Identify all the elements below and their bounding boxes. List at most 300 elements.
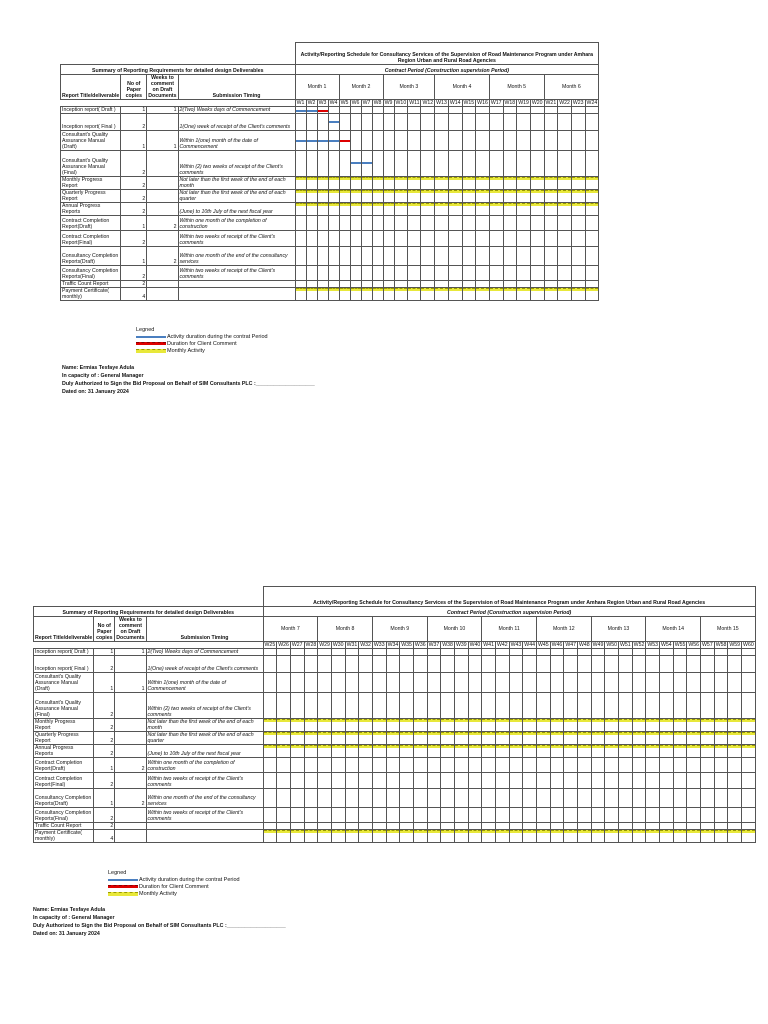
monthly-activity-mark (264, 745, 277, 748)
schedule-cell (318, 745, 332, 758)
schedule-cell (558, 190, 572, 203)
schedule-cell (350, 266, 361, 281)
schedule-cell (509, 656, 523, 673)
schedule-cell (435, 177, 449, 190)
schedule-cell (673, 719, 687, 732)
monthly-activity-mark (586, 203, 599, 206)
copies-cell: 2 (121, 281, 147, 288)
week-header: W16 (477, 100, 488, 106)
copies-cell: 1 (94, 758, 115, 773)
schedule-cell (339, 216, 350, 231)
schedule-cell (605, 745, 619, 758)
schedule-cell (462, 131, 476, 151)
schedule-cell (632, 673, 646, 693)
week-header: W38 (442, 642, 453, 648)
schedule-cell (435, 190, 449, 203)
schedule-cell (386, 773, 400, 789)
schedule-cell (339, 288, 350, 301)
schedule-cell (660, 745, 674, 758)
schedule-cell (701, 773, 715, 789)
week-row (61, 100, 599, 107)
schedule-cell (585, 114, 599, 131)
schedule-cell (619, 656, 633, 673)
schedule-cell (571, 266, 585, 281)
schedule-cell (468, 773, 482, 789)
schedule-cell (441, 719, 455, 732)
monthly-activity-mark (346, 732, 359, 735)
schedule-cell (577, 649, 591, 656)
legend-activity: Activity duration during the contrat Period (108, 876, 240, 883)
schedule-cell (591, 745, 605, 758)
monthly-activity-mark (449, 190, 462, 193)
schedule-cell (421, 190, 435, 203)
schedule-cell (372, 673, 386, 693)
schedule-cell (350, 177, 361, 190)
monthly-activity-mark (373, 719, 386, 722)
schedule-cell (277, 745, 291, 758)
month-header: Month 8 (318, 617, 373, 642)
copies-cell: 2 (94, 808, 115, 823)
monthly-activity-mark (400, 745, 413, 748)
schedule-cell (304, 673, 318, 693)
report-title-cell: Traffic Count Report (34, 823, 94, 830)
week-header: W50 (606, 642, 617, 648)
monthly-activity-mark (469, 745, 482, 748)
schedule-cell (701, 693, 715, 719)
schedule-cell (318, 773, 332, 789)
monthly-activity-mark (701, 830, 714, 833)
schedule-cell (742, 808, 756, 823)
schedule-cell (495, 719, 509, 732)
schedule-cell (317, 266, 328, 281)
schedule-cell (632, 693, 646, 719)
monthly-activity-mark (435, 177, 448, 180)
schedule-cell (361, 131, 372, 151)
schedule-cell (476, 288, 490, 301)
weeks-cell (147, 114, 178, 131)
schedule-cell (558, 231, 572, 247)
schedule-cell (394, 107, 408, 114)
schedule-cell (345, 773, 359, 789)
schedule-cell (605, 693, 619, 719)
monthly-activity-mark (291, 719, 304, 722)
schedule-cell (361, 107, 372, 114)
schedule-cell (536, 789, 550, 808)
schedule-cell (400, 732, 414, 745)
schedule-cell (523, 830, 537, 843)
schedule-cell (263, 789, 277, 808)
timing-cell: Not later than the first week of the end of each month (178, 177, 295, 190)
schedule-cell (530, 151, 544, 177)
schedule-cell (295, 131, 306, 151)
schedule-cell (687, 693, 701, 719)
schedule-cell (317, 288, 328, 301)
schedule-cell (435, 288, 449, 301)
monthly-activity-mark (414, 830, 427, 833)
schedule-cell (503, 177, 517, 190)
schedule-cell (536, 808, 550, 823)
schedule-cell (290, 719, 304, 732)
schedule-cell (328, 216, 339, 231)
schedule-cell (468, 732, 482, 745)
schedule-cell (350, 216, 361, 231)
schedule-cell (701, 823, 715, 830)
monthly-activity-mark (564, 745, 577, 748)
timing-cell: (June) to 10th July of the next fiscal year (146, 745, 263, 758)
schedule-cell (544, 114, 558, 131)
schedule-cell (550, 745, 564, 758)
monthly-activity-mark (307, 288, 317, 291)
schedule-cell (550, 773, 564, 789)
table-row (61, 216, 599, 231)
monthly-activity-mark (318, 719, 331, 722)
schedule-cell (564, 656, 578, 673)
schedule-cell (517, 266, 531, 281)
schedule-cell (383, 216, 394, 231)
schedule-cell (509, 649, 523, 656)
monthly-activity-mark (701, 719, 714, 722)
schedule-cell (408, 216, 421, 231)
schedule-cell (591, 773, 605, 789)
schedule-cell (509, 732, 523, 745)
schedule-cell (646, 649, 660, 656)
schedule-cell (476, 281, 490, 288)
schedule-cell (468, 789, 482, 808)
signature-block-1 (62, 364, 315, 396)
schedule-cell (503, 231, 517, 247)
schedule-cell (646, 693, 660, 719)
schedule-cell (544, 107, 558, 114)
schedule-cell (577, 732, 591, 745)
schedule-cell (304, 649, 318, 656)
timing-cell: Within (2) two weeks of receipt of the Client's comments (178, 151, 295, 177)
schedule-cell (701, 649, 715, 656)
monthly-activity-mark (400, 830, 413, 833)
schedule-cell (495, 745, 509, 758)
schedule-cell (605, 808, 619, 823)
schedule-cell (441, 808, 455, 823)
schedule-cell (394, 203, 408, 216)
schedule-cell (263, 693, 277, 719)
schedule-cell (331, 719, 345, 732)
schedule-cell (361, 281, 372, 288)
timing-cell (146, 823, 263, 830)
schedule-cell (673, 656, 687, 673)
monthly-activity-mark (523, 719, 536, 722)
monthly-activity-mark (572, 177, 585, 180)
schedule-cell (742, 773, 756, 789)
schedule-cell (728, 758, 742, 773)
monthly-activity-mark (674, 719, 687, 722)
schedule-cell (517, 131, 531, 151)
schedule-cell (619, 773, 633, 789)
table-row (34, 732, 756, 745)
schedule-cell (619, 745, 633, 758)
week-header: W11 (409, 100, 420, 106)
schedule-cell (530, 177, 544, 190)
schedule-cell (489, 177, 503, 190)
schedule-cell (421, 107, 435, 114)
schedule-cell (571, 203, 585, 216)
schedule-cell (263, 673, 277, 693)
activity-duration-bar (307, 140, 317, 142)
schedule-cell (290, 673, 304, 693)
legend-comment: Duration for Client Comment (108, 883, 240, 890)
monthly-activity-mark (572, 203, 585, 206)
schedule-cell (350, 131, 361, 151)
activity-duration-bar (329, 140, 339, 142)
schedule-cell (383, 177, 394, 190)
monthly-activity-mark (384, 190, 394, 193)
report-title-cell: Monthly Progress Report (61, 177, 121, 190)
monthly-activity-mark (545, 190, 558, 193)
monthly-activity-mark (564, 732, 577, 735)
week-header: W12 (422, 100, 434, 106)
schedule-cell (290, 823, 304, 830)
schedule-cell (372, 656, 386, 673)
monthly-activity-mark (373, 177, 383, 180)
schedule-cell (550, 649, 564, 656)
schedule-cell (454, 673, 468, 693)
weeks-cell (147, 203, 178, 216)
schedule-cell (372, 758, 386, 773)
schedule-cell (489, 216, 503, 231)
schedule-cell (728, 732, 742, 745)
monthly-activity-mark (318, 288, 328, 291)
schedule-cell (318, 830, 332, 843)
schedule-cell (714, 758, 728, 773)
monthly-activity-mark (545, 288, 558, 291)
schedule-cell (306, 107, 317, 114)
week-header: W26 (278, 642, 289, 648)
schedule-cell (530, 231, 544, 247)
schedule-cell (277, 808, 291, 823)
monthly-activity-mark (510, 745, 523, 748)
schedule-cell (550, 719, 564, 732)
subtitle-row (61, 65, 599, 75)
schedule-cell (660, 649, 674, 656)
schedule-cell (318, 789, 332, 808)
schedule-cell (400, 830, 414, 843)
schedule-cell (361, 288, 372, 301)
schedule-cell (295, 231, 306, 247)
schedule-cell (714, 808, 728, 823)
timing-cell: Within (2) two weeks of receipt of the Client's comments (146, 693, 263, 719)
schedule-cell (318, 823, 332, 830)
schedule-cell (290, 808, 304, 823)
schedule-cell (495, 789, 509, 808)
schedule-cell (462, 216, 476, 231)
monthly-activity-mark (551, 830, 564, 833)
schedule-cell (571, 216, 585, 231)
schedule-cell (509, 808, 523, 823)
copies-cell: 4 (94, 830, 115, 843)
schedule-cell (372, 823, 386, 830)
schedule-cell (476, 216, 490, 231)
week-header: W55 (674, 642, 686, 648)
monthly-activity-mark (674, 745, 687, 748)
monthly-activity-mark (545, 177, 558, 180)
signature-block-2 (33, 906, 286, 938)
timing-cell: 1(One) week of receipt of the Client's comments (146, 656, 263, 673)
schedule-cell (372, 830, 386, 843)
schedule-cell (408, 190, 421, 203)
weeks-cell: 2 (115, 758, 146, 773)
monthly-activity-mark (318, 830, 331, 833)
schedule-cell (408, 266, 421, 281)
monthly-activity-mark (510, 732, 523, 735)
schedule-cell (673, 693, 687, 719)
schedule-cell (441, 732, 455, 745)
report-title-cell: Quarterly Progress Report (61, 190, 121, 203)
weeks-cell (147, 151, 178, 177)
monthly-activity-mark (660, 830, 673, 833)
monthly-activity-mark (619, 745, 632, 748)
comment-swatch (136, 342, 166, 345)
week-header: W4 (329, 100, 338, 106)
schedule-cell (714, 823, 728, 830)
schedule-cell (263, 773, 277, 789)
schedule-cell (304, 758, 318, 773)
schedule-cell (714, 773, 728, 789)
schedule-cell (509, 789, 523, 808)
schedule-cell (427, 693, 441, 719)
schedule-cell (400, 758, 414, 773)
schedule-cell (605, 656, 619, 673)
schedule-cell (632, 745, 646, 758)
schedule-cell (701, 732, 715, 745)
monthly-activity-mark (523, 732, 536, 735)
schedule-cell (435, 151, 449, 177)
monthly-activity-mark (572, 190, 585, 193)
title-row (34, 587, 756, 607)
monthly-activity-mark (701, 732, 714, 735)
schedule-cell (328, 281, 339, 288)
client-comment-bar (340, 140, 350, 142)
schedule-cell (454, 808, 468, 823)
schedule-cell (646, 830, 660, 843)
table-row (61, 114, 599, 131)
schedule-cell (263, 758, 277, 773)
schedule-cell (530, 203, 544, 216)
week-header: W32 (360, 642, 371, 648)
schedule-cell (448, 131, 462, 151)
schedule-cell (489, 131, 503, 151)
schedule-cell (304, 745, 318, 758)
schedule-cell (577, 773, 591, 789)
week-header: W59 (729, 642, 741, 648)
monthly-activity-mark (428, 732, 441, 735)
schedule-cell (619, 719, 633, 732)
copies-cell: 2 (94, 745, 115, 758)
schedule-cell (345, 745, 359, 758)
table-row (61, 247, 599, 266)
schedule-cell (386, 732, 400, 745)
schedule-cell (318, 808, 332, 823)
schedule-cell (536, 656, 550, 673)
schedule-cell (372, 745, 386, 758)
schedule-cell (585, 151, 599, 177)
schedule-cell (536, 693, 550, 719)
schedule-cell (523, 693, 537, 719)
schedule-cell (523, 758, 537, 773)
copies-cell: 2 (94, 693, 115, 719)
schedule-cell (331, 758, 345, 773)
schedule-cell (345, 823, 359, 830)
schedule-cell (454, 823, 468, 830)
schedule-cell (558, 131, 572, 151)
month-header: Month 14 (646, 617, 701, 642)
schedule-cell (571, 151, 585, 177)
timing-cell: Within 1(one) month of the date of Commencement (178, 131, 295, 151)
schedule-cell (400, 656, 414, 673)
schedule-cell (372, 190, 383, 203)
schedule-cell (345, 789, 359, 808)
report-title-cell: Monthly Progress Report (34, 719, 94, 732)
schedule-cell (476, 107, 490, 114)
schedule-cell (421, 216, 435, 231)
schedule-cell (372, 808, 386, 823)
monthly-activity-mark (742, 719, 755, 722)
schedule-cell (295, 177, 306, 190)
schedule-cell (591, 789, 605, 808)
schedule-cell (585, 216, 599, 231)
schedule-cell (632, 823, 646, 830)
monthly-activity-mark (646, 719, 659, 722)
schedule-cell (544, 288, 558, 301)
schedule-cell (550, 789, 564, 808)
schedule-cell (359, 789, 373, 808)
schedule-cell (345, 732, 359, 745)
comment-swatch (108, 885, 138, 888)
schedule-cell (577, 719, 591, 732)
monthly-activity-mark (362, 190, 372, 193)
schedule-cell (427, 719, 441, 732)
monthly-activity-mark (351, 203, 361, 206)
week-header: W27 (291, 642, 303, 648)
schedule-cell (345, 656, 359, 673)
schedule-cell (605, 830, 619, 843)
schedule-cell (394, 177, 408, 190)
schedule-cell (400, 823, 414, 830)
monthly-activity-mark (449, 203, 462, 206)
week-header: W56 (688, 642, 700, 648)
monthly-activity-mark (264, 732, 277, 735)
sheet-title: Activity/Reporting Schedule for Consultancy Services of the Supervision of Road Maintenance Program under Amhara Region Urban and Rural Road Agencies (263, 587, 755, 607)
schedule-cell (482, 719, 496, 732)
schedule-cell (318, 758, 332, 773)
weeks-cell (147, 281, 178, 288)
month-header: Month 3 (383, 75, 435, 100)
schedule-cell (386, 758, 400, 773)
schedule-cell (359, 693, 373, 719)
schedule-cell (714, 673, 728, 693)
monthly-activity-mark (592, 732, 605, 735)
table-row (61, 288, 599, 301)
schedule-cell (290, 745, 304, 758)
schedule-cell (400, 649, 414, 656)
schedule-cell (503, 288, 517, 301)
schedule-cell (673, 732, 687, 745)
schedule-cell (277, 649, 291, 656)
schedule-cell (503, 114, 517, 131)
schedule-cell (585, 177, 599, 190)
copies-cell: 1 (121, 131, 147, 151)
schedule-cell (523, 823, 537, 830)
week-header: W9 (384, 100, 393, 106)
schedule-cell (550, 823, 564, 830)
schedule-cell (304, 830, 318, 843)
